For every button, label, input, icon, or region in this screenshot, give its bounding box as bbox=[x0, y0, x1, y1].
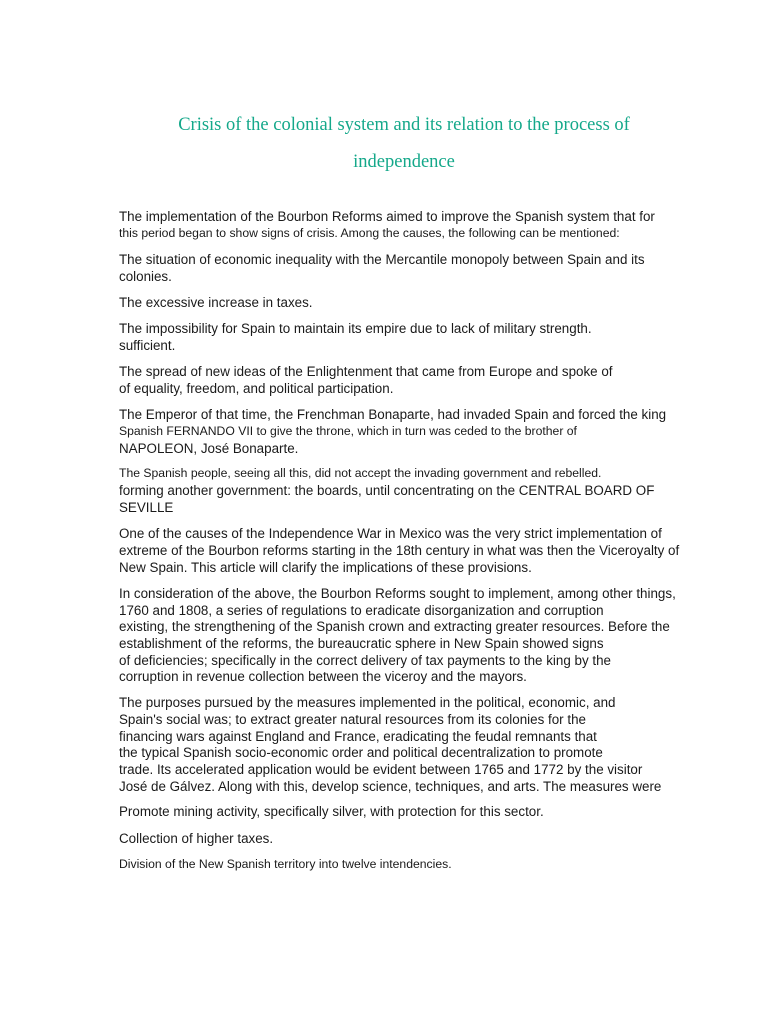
text-line: establishment of the reforms, the bureaucratic sphere in New Spain showed signs bbox=[119, 636, 604, 651]
text-line: the typical Spanish socio-economic order and political decentralization to promote bbox=[119, 745, 603, 760]
text-line: trade. Its accelerated application would be evident between 1765 and 1772 by the visitor bbox=[119, 762, 643, 777]
text-line: The excessive increase in taxes. bbox=[119, 295, 313, 310]
text-line: extreme of the Bourbon reforms starting in the 18th century in what was then the Viceroyalty of bbox=[119, 543, 680, 558]
text-line: corruption in revenue collection between the viceroy and the mayors. bbox=[119, 669, 527, 684]
text-line: Promote mining activity, specifically silver, with protection for this sector. bbox=[119, 804, 544, 819]
text-line: The implementation of the Bourbon Reforms aimed to improve the Spanish system that for bbox=[119, 209, 655, 224]
text-line: The impossibility for Spain to maintain its empire due to lack of military strength. bbox=[119, 321, 592, 336]
text-line: Division of the New Spanish territory into twelve intendencies. bbox=[119, 857, 452, 871]
text-line: 1760 and 1808, a series of regulations to eradicate disorganization and corruption bbox=[119, 603, 604, 618]
text-line: New Spain. This article will clarify the implications of these provisions. bbox=[119, 560, 532, 575]
text-line: Spain's social was; to extract greater natural resources from its colonies for the bbox=[119, 712, 586, 727]
text-line: of deficiencies; specifically in the correct delivery of tax payments to the king by the bbox=[119, 653, 611, 668]
text-line: colonies. bbox=[119, 269, 172, 284]
title-line-2: independence bbox=[353, 152, 455, 172]
text-line: The spread of new ideas of the Enlightenment that came from Europe and spoke of bbox=[119, 364, 613, 379]
text-line: sufficient. bbox=[119, 338, 176, 353]
text-line: Collection of higher taxes. bbox=[119, 831, 274, 846]
title-line-1: Crisis of the colonial system and its relation to the process of bbox=[178, 115, 630, 135]
text-line: The purposes pursued by the measures implemented in the political, economic, and bbox=[119, 695, 616, 710]
text-line: The Spanish people, seeing all this, did not accept the invading government and rebelled. bbox=[119, 466, 602, 480]
text-line: In consideration of the above, the Bourbon Reforms sought to implement, among other things, bbox=[119, 586, 676, 601]
text-line: Spanish FERNANDO VII to give the throne, which in turn was ceded to the brother of bbox=[119, 424, 577, 438]
text-line: José de Gálvez. Along with this, develop science, techniques, and arts. The measures were bbox=[119, 779, 662, 794]
text-line: of equality, freedom, and political participation. bbox=[119, 381, 394, 396]
text-line: this period began to show signs of crisis. Among the causes, the following can be mentioned: bbox=[119, 226, 620, 240]
text-line: SEVILLE bbox=[119, 500, 174, 515]
text-line: The Emperor of that time, the Frenchman Bonaparte, had invaded Spain and forced the king bbox=[119, 407, 667, 422]
text-line: The situation of economic inequality with the Mercantile monopoly between Spain and its bbox=[119, 252, 645, 267]
text-line: forming another government: the boards, until concentrating on the CENTRAL BOARD OF bbox=[119, 483, 655, 498]
text-line: financing wars against England and France, eradicating the feudal remnants that bbox=[119, 729, 597, 744]
text-line: NAPOLEON, José Bonaparte. bbox=[119, 441, 299, 456]
text-line: existing, the strengthening of the Spanish crown and extracting greater resources. Before the bbox=[119, 619, 670, 634]
document-title bbox=[99, 107, 709, 181]
text-line: One of the causes of the Independence War in Mexico was the very strict implementation of bbox=[119, 526, 662, 541]
